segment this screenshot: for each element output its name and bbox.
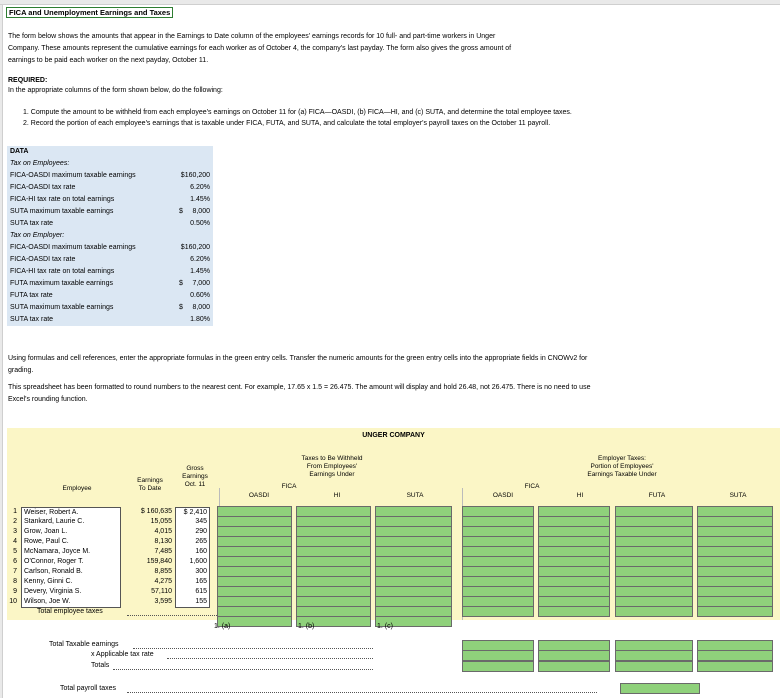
employer-header-3: Earnings Taxable Under xyxy=(587,471,657,478)
note-line-1: Using formulas and cell references, enter the appropriate formulas in the green entry cells. Transfer the numeric amounts for the green entry cells into the appropriate fields in CNOWv2 for xyxy=(8,355,588,362)
employee-number: 4 xyxy=(13,538,17,545)
employer-suta-column-total-cell[interactable] xyxy=(697,650,773,661)
table-row xyxy=(7,507,217,517)
employee-name: Wilson, Joe W. xyxy=(21,597,121,608)
table-row xyxy=(7,577,217,587)
step-ref-1b: 1. (b) xyxy=(298,623,315,630)
gross-earnings[interactable]: 290 xyxy=(175,527,210,538)
earnings-to-date: 159,840 xyxy=(146,558,172,565)
data-row-dollar: $ xyxy=(179,304,183,311)
total-payroll-taxes-cell[interactable] xyxy=(620,683,700,694)
hi-header-left: HI xyxy=(333,492,341,499)
dotted-leader xyxy=(133,648,373,649)
employee-number: 7 xyxy=(13,568,17,575)
data-row-dollar: $ xyxy=(179,208,183,215)
totals-label: Totals xyxy=(91,662,110,669)
table-row xyxy=(7,587,217,597)
table-row xyxy=(7,547,217,557)
fica-header-right: FICA xyxy=(524,483,540,490)
note-line-3: This spreadsheet has been formatted to round numbers to the nearest cent. For example, 17.65 x 1.5 = 26.475. The amount will display and hold 26.48, not 26.475. There is no need to use xyxy=(8,384,591,391)
data-block xyxy=(7,146,213,326)
step-ref-1a: 1. (a) xyxy=(214,623,231,630)
gross-header-2: Earnings xyxy=(182,473,208,480)
data-row-label: FICA-OASDI tax rate xyxy=(10,184,76,191)
data-row-label: SUTA tax rate xyxy=(10,316,54,323)
worksheet xyxy=(3,5,780,698)
required-sub: In the appropriate columns of the form shown below, do the following: xyxy=(8,87,223,94)
data-row-label: FICA-OASDI tax rate xyxy=(10,256,76,263)
employer-hi-column-cell[interactable] xyxy=(538,606,610,617)
employer-header-2: Portion of Employees' xyxy=(590,463,654,470)
data-header: DATA xyxy=(10,148,29,155)
earnings-to-date: 3,595 xyxy=(154,598,172,605)
data-row-label: SUTA maximum taxable earnings xyxy=(10,304,114,311)
data-row-label: FUTA maximum taxable earnings xyxy=(10,280,113,287)
gross-earnings[interactable]: 160 xyxy=(175,547,210,558)
employer-futa-column-total-cell[interactable] xyxy=(615,650,693,661)
employee-name: Carlson, Ronald B. xyxy=(21,567,121,578)
employer-header-1: Employer Taxes: xyxy=(598,455,646,462)
dotted-leader xyxy=(167,658,373,659)
intro-line-2: Company. These amounts represent the cumulative earnings for each worker as of October 4, the company's last payday. The form also gives the gross amount of xyxy=(8,45,512,52)
futa-header-right: FUTA xyxy=(648,492,666,499)
employer-suta-column-total-cell[interactable] xyxy=(697,661,773,672)
dotted-leader xyxy=(127,692,597,693)
data-row-value[interactable]: 1.45% xyxy=(190,196,210,203)
employee-name: O'Connor, Roger T. xyxy=(21,557,121,568)
data-row-value[interactable]: 8,000 xyxy=(192,304,210,311)
step-ref-1c: 1. (c) xyxy=(377,623,393,630)
data-row-value[interactable]: 7,000 xyxy=(192,280,210,287)
dotted-leader xyxy=(113,669,373,670)
earnings-to-date: $ 160,635 xyxy=(140,508,172,515)
gross-header-1: Gross xyxy=(186,465,204,472)
total-employee-taxes-label: Total employee taxes xyxy=(37,608,103,615)
withheld-header-1: Taxes to Be Withheld xyxy=(301,455,363,462)
earnings-to-date-header-2: To Date xyxy=(138,485,162,492)
earnings-to-date: 8,130 xyxy=(154,538,172,545)
applicable-rate-label: x Applicable tax rate xyxy=(91,651,154,658)
employer-futa-column-total-cell[interactable] xyxy=(615,661,693,672)
earnings-to-date: 8,855 xyxy=(154,568,172,575)
earnings-to-date: 57,110 xyxy=(151,588,172,595)
gross-earnings[interactable]: $ 2,410 xyxy=(175,507,210,519)
data-row xyxy=(7,302,213,314)
dotted-leader xyxy=(127,615,217,616)
data-row xyxy=(7,218,213,230)
data-row xyxy=(7,266,213,278)
suta-header-right: SUTA xyxy=(729,492,747,499)
data-row xyxy=(7,170,213,182)
employee-name: Rowe, Paul C. xyxy=(21,537,121,548)
employee-number: 5 xyxy=(13,548,17,555)
data-row-value[interactable]: 1.80% xyxy=(190,316,210,323)
data-row-value[interactable]: 0.60% xyxy=(190,292,210,299)
gross-header-3: Oct. 11 xyxy=(184,481,206,488)
employee-number: 10 xyxy=(9,598,17,605)
hi-header-right: HI xyxy=(576,492,584,499)
data-row-value[interactable]: 6.20% xyxy=(190,256,210,263)
step-2: 2. Record the portion of each employee's earnings that is taxable under FICA, FUTA, and SUTA, and calculate the total employer's payroll taxes on the October 11 payroll. xyxy=(23,120,551,127)
earnings-to-date: 4,275 xyxy=(154,578,172,585)
data-row xyxy=(7,158,213,170)
total-payroll-label: Total payroll taxes xyxy=(60,685,117,692)
data-row-value[interactable]: 1.45% xyxy=(190,268,210,275)
data-row-value[interactable]: 8,000 xyxy=(192,208,210,215)
employee-number: 2 xyxy=(13,518,17,525)
earnings-to-date-header-1: Earnings xyxy=(137,477,163,484)
employer-hi-column-total-cell[interactable] xyxy=(538,650,610,661)
intro-line-1: The form below shows the amounts that appear in the Earnings to Date column of the employees' earnings records for 10 full- and part-time workers in Unger xyxy=(8,33,496,40)
total-taxable-label: Total Taxable earnings xyxy=(49,641,119,648)
data-row xyxy=(7,182,213,194)
employee-name: Kenny, Ginni C. xyxy=(21,577,121,588)
data-row-label: Tax on Employer: xyxy=(10,232,65,239)
note-line-2: grading. xyxy=(8,367,34,374)
gross-earnings[interactable]: 615 xyxy=(175,587,210,598)
data-row-label: FICA-HI tax rate on total earnings xyxy=(10,268,115,275)
gross-earnings[interactable]: 165 xyxy=(175,577,210,588)
employee-header: Employee xyxy=(62,485,92,492)
data-row-label: FICA-OASDI maximum taxable earnings xyxy=(10,244,136,251)
note-line-4: Excel's rounding function. xyxy=(8,396,88,403)
table-row xyxy=(7,527,217,537)
withheld-header-2: From Employees' xyxy=(306,463,358,470)
employee-name: Weiser, Robert A. xyxy=(21,507,121,519)
data-row xyxy=(7,314,213,326)
intro-line-3: earnings to be paid each worker on the next payday, October 11. xyxy=(8,57,209,64)
employee-number: 6 xyxy=(13,558,17,565)
data-row-value[interactable]: $160,200 xyxy=(180,244,210,251)
employer-oasdi-column-total-cell[interactable] xyxy=(462,661,534,672)
employee-number: 3 xyxy=(13,528,17,535)
oasdi-header-left: OASDI xyxy=(248,492,270,499)
sheet-title[interactable]: FICA and Unemployment Earnings and Taxes xyxy=(6,7,173,18)
employee-name: Stankard, Laurie C. xyxy=(21,517,121,528)
gross-earnings[interactable]: 155 xyxy=(175,597,210,608)
employee-name: Devery, Virginia S. xyxy=(21,587,121,598)
data-row xyxy=(7,194,213,206)
data-row xyxy=(7,230,213,242)
employer-futa-column-cell[interactable] xyxy=(615,606,693,617)
data-row xyxy=(7,242,213,254)
earnings-to-date: 4,015 xyxy=(154,528,172,535)
gross-earnings[interactable]: 265 xyxy=(175,537,210,548)
data-row-value[interactable]: 0.50% xyxy=(190,220,210,227)
withheld-header-3: Earnings Under xyxy=(309,471,355,478)
table-row xyxy=(7,537,217,547)
data-row-label: FICA-OASDI maximum taxable earnings xyxy=(10,172,136,179)
data-row xyxy=(7,254,213,266)
gross-earnings[interactable]: 300 xyxy=(175,567,210,578)
required-label: REQUIRED: xyxy=(8,77,48,84)
data-row-value[interactable]: 6.20% xyxy=(190,184,210,191)
employee-number: 8 xyxy=(13,578,17,585)
employee-name: McNamara, Joyce M. xyxy=(21,547,121,558)
company-title: UNGER COMPANY xyxy=(362,432,425,439)
employee-number: 9 xyxy=(13,588,17,595)
data-row-dollar: $ xyxy=(179,280,183,287)
fica-header-left: FICA xyxy=(281,483,297,490)
table-row xyxy=(7,567,217,577)
data-row-label: FUTA tax rate xyxy=(10,292,53,299)
employee-name: Grow, Joan L. xyxy=(21,527,121,538)
data-row-label: SUTA tax rate xyxy=(10,220,54,227)
earnings-to-date: 7,485 xyxy=(154,548,172,555)
data-row-label: Tax on Employees: xyxy=(10,160,70,167)
employer-oasdi-column-total-cell[interactable] xyxy=(462,650,534,661)
gross-earnings[interactable]: 1,600 xyxy=(175,557,210,568)
table-row xyxy=(7,517,217,527)
employer-suta-column-cell[interactable] xyxy=(697,606,773,617)
employee-number: 1 xyxy=(13,508,17,515)
earnings-to-date: 15,055 xyxy=(150,518,172,525)
table-row xyxy=(7,597,217,607)
employer-hi-column-total-cell[interactable] xyxy=(538,661,610,672)
data-row xyxy=(7,290,213,302)
table-row xyxy=(7,557,217,567)
data-row xyxy=(7,206,213,218)
data-row xyxy=(7,278,213,290)
employer-oasdi-column-cell[interactable] xyxy=(462,606,534,617)
gross-earnings[interactable]: 345 xyxy=(175,517,210,528)
data-row-label: FICA-HI tax rate on total earnings xyxy=(10,196,115,203)
data-row-label: SUTA maximum taxable earnings xyxy=(10,208,114,215)
oasdi-header-right: OASDI xyxy=(492,492,514,499)
data-row-value[interactable]: $160,200 xyxy=(180,172,210,179)
step-1: 1. Compute the amount to be withheld from each employee's earnings on October 11 for (a) FICA—OASDI, (b) FICA—HI, and (c) SUTA, and determine the total employee taxes. xyxy=(23,109,572,116)
suta-header-left: SUTA xyxy=(406,492,424,499)
